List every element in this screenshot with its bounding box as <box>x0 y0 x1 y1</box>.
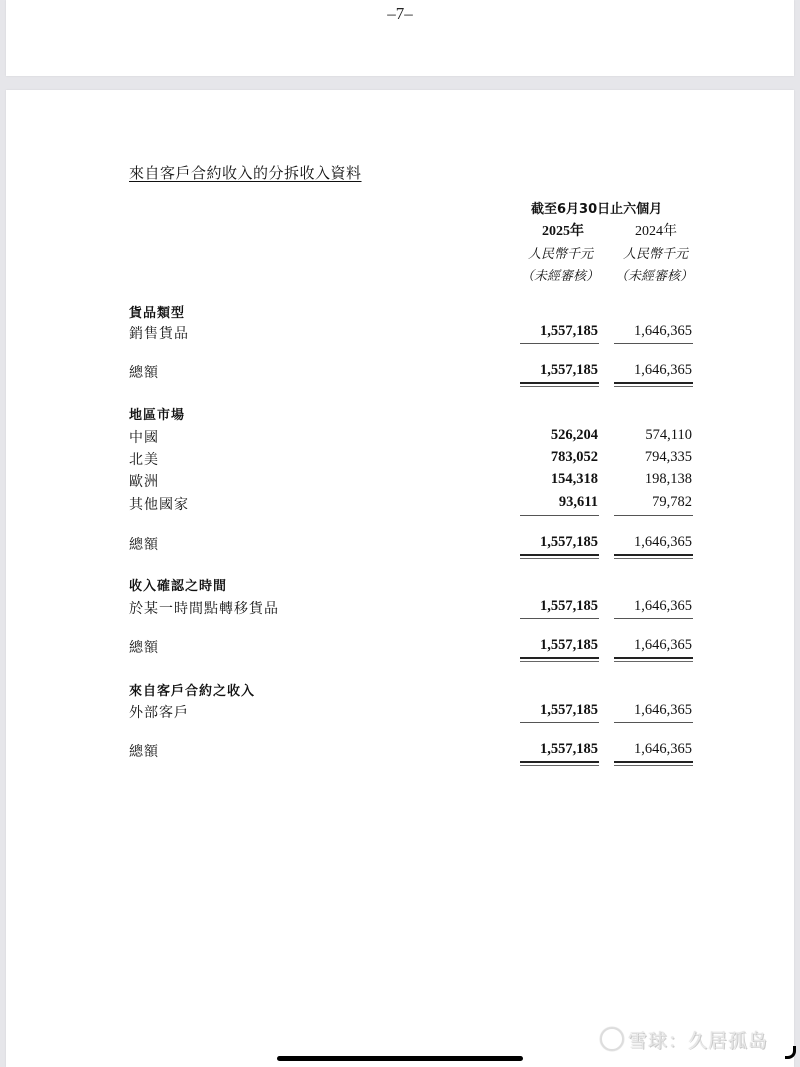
document-page <box>6 90 794 1067</box>
subtotal-rule <box>520 722 599 723</box>
section-title: 貨品類型 <box>129 306 186 321</box>
total-2024: 1,646,365 <box>634 362 692 378</box>
total-label: 總額 <box>129 745 159 760</box>
watermark-text: 雪球：久居孤岛 <box>627 1030 768 1052</box>
value-2025: 1,557,185 <box>540 702 598 718</box>
total-double-rule <box>614 657 693 662</box>
value-2025: 93,611 <box>558 494 598 510</box>
total-double-rule <box>614 761 693 766</box>
section-title: 地區市場 <box>129 408 186 423</box>
subtotal-rule <box>520 343 599 344</box>
row-label: 外部客戶 <box>129 706 189 721</box>
value-2025: 1,557,185 <box>540 598 598 614</box>
total-label: 總額 <box>129 641 159 656</box>
total-2024: 1,646,365 <box>634 741 692 757</box>
total-double-rule <box>520 554 599 559</box>
total-double-rule <box>520 382 599 387</box>
period-header: 截至6月30日止六個月 <box>531 202 663 217</box>
audit-status-2025: （未經審核） <box>521 269 600 284</box>
section-title: 收入確認之時間 <box>129 579 228 594</box>
row-label: 北美 <box>129 453 159 468</box>
watermark <box>600 1026 768 1053</box>
subtotal-rule <box>520 515 599 516</box>
row-label: 中國 <box>129 431 159 446</box>
row-label: 其他國家 <box>129 498 189 513</box>
screen-corner <box>785 1046 796 1059</box>
year-2024: 2024年 <box>635 224 677 239</box>
year-2025: 2025年 <box>542 224 584 239</box>
row-label: 歐洲 <box>129 475 159 490</box>
total-double-rule <box>614 554 693 559</box>
total-label: 總額 <box>129 538 159 553</box>
total-2024: 1,646,365 <box>634 637 692 653</box>
value-2024: 1,646,365 <box>634 598 692 614</box>
total-double-rule <box>614 382 693 387</box>
subtotal-rule <box>614 515 693 516</box>
total-2025: 1,557,185 <box>540 362 598 378</box>
row-label: 銷售貨品 <box>129 327 189 342</box>
audit-status-2024: （未經審核） <box>615 269 694 284</box>
total-2025: 1,557,185 <box>540 637 598 653</box>
value-2025: 154,318 <box>550 471 598 487</box>
total-label: 總額 <box>129 366 159 381</box>
total-double-rule <box>520 761 599 766</box>
subtotal-rule <box>520 618 599 619</box>
value-2025: 783,052 <box>550 449 598 465</box>
total-2025: 1,557,185 <box>540 534 598 550</box>
home-indicator[interactable] <box>277 1056 523 1061</box>
value-2024: 1,646,365 <box>634 323 692 339</box>
currency-2024: 人民幣千元 <box>623 247 689 262</box>
value-2025: 1,557,185 <box>540 323 598 339</box>
xueqiu-logo-icon <box>600 1027 624 1051</box>
total-2024: 1,646,365 <box>634 534 692 550</box>
value-2024: 794,335 <box>644 449 692 465</box>
document-title: 來自客戶合約收入的分拆收入資料 <box>129 166 362 182</box>
previous-page <box>6 0 794 76</box>
value-2024: 79,782 <box>652 494 692 510</box>
value-2024: 198,138 <box>644 471 692 487</box>
total-double-rule <box>520 657 599 662</box>
subtotal-rule <box>614 343 693 344</box>
value-2025: 526,204 <box>550 427 598 443</box>
subtotal-rule <box>614 722 693 723</box>
row-label: 於某一時間點轉移貨品 <box>129 602 279 617</box>
value-2024: 574,110 <box>645 427 692 443</box>
value-2024: 1,646,365 <box>634 702 692 718</box>
page-number: –7– <box>387 4 413 23</box>
section-title: 來自客戶合約之收入 <box>129 684 256 699</box>
currency-2025: 人民幣千元 <box>528 247 594 262</box>
subtotal-rule <box>614 618 693 619</box>
total-2025: 1,557,185 <box>540 741 598 757</box>
